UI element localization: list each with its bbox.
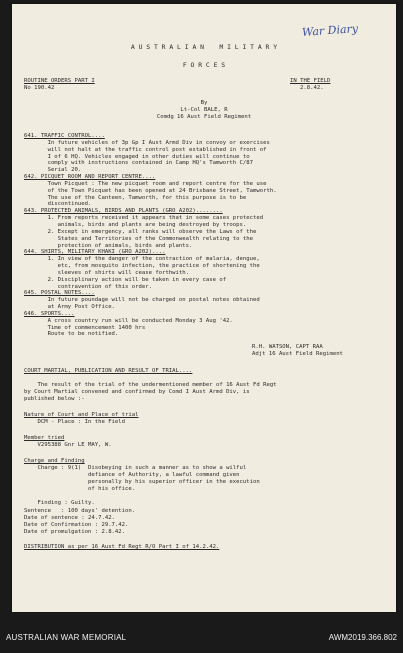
distribution: DISTRIBUTION as per 16 Aust Fd Regt R/O Part I of 14.2.42. (24, 544, 220, 550)
document-page (12, 4, 396, 612)
order-line: 643. PROTECTED ANIMALS, BIRDS AND PLANTS (GRO A202)........ (24, 208, 223, 215)
order-line: comply with instructions contained in Camp HQ's Tamworth C/87 (24, 160, 254, 167)
order-line: 2. Except in emergency, all ranks will observe the Laws of the (24, 228, 257, 235)
order-line: Town Picquet : The new picquet room and report centre for the use (24, 180, 267, 187)
order-line: etc, from mosquito infection, the practice of shortening the (24, 263, 260, 270)
order-line: contravention of this order. (24, 283, 152, 290)
commanding-officer: Lt-Col BALE, R (180, 107, 228, 113)
order-line: 644. SHIRTS, MILITARY KHAKI (GRO A202).... (24, 249, 166, 256)
order-line: 641. TRAFFIC CONTROL.... (24, 133, 105, 139)
nature-label: Nature of Court and Place of trial (24, 412, 139, 418)
signature-title: Adjt 16 Aust Field Regiment (252, 351, 343, 357)
order-line: The use of the Canteen, Tamworth, for this purpose is to be (24, 194, 247, 201)
nature-value: DCM - Place : In the Field (24, 419, 126, 425)
charge-line-4: of his office. (24, 486, 136, 492)
order-line: 1. In view of the danger of the contraction of malaria, dengue, (24, 256, 260, 263)
header-subtitle: F O R C E S (182, 61, 226, 69)
date-of-sentence: Date of sentence : 24.7.42. (24, 515, 115, 521)
order-date: 2.8.42. (300, 85, 324, 91)
signature-name: R.H. WATSON, CAPT RAA (252, 344, 323, 350)
date-of-confirmation: Date of Confirmation : 29.7.42. (24, 522, 129, 528)
order-line: discontinued. (24, 201, 92, 208)
order-line: animals, birds and plants are being destroyed by troops. (24, 221, 247, 228)
court-intro-2: by Court Martial convened and confirmed by Comd I Aust Armd Div, is (24, 389, 250, 395)
order-line: will not halt at the traffic control post established in front of (24, 146, 267, 153)
date-of-promulgation: Date of promulgation : 2.8.42. (24, 529, 126, 535)
by-label: By (200, 100, 208, 106)
order-line: In future poundage will not be charged on postal notes obtained (24, 297, 260, 304)
court-martial-heading: COURT MARTIAL, PUBLICATION AND RESULT OF TRIAL.... (24, 368, 193, 374)
order-line: 646. SPORTS.... (24, 310, 75, 317)
order-number: No 190.42 (24, 85, 55, 91)
court-intro-1: The result of the trial of the undermentioned member of 16 Aust Fd Regt (24, 382, 277, 388)
order-line: A cross country run will be conducted Monday 3 Aug '42. (24, 317, 233, 324)
routine-orders-label: ROUTINE ORDERS PART I (24, 78, 95, 84)
footer-credit: AUSTRALIAN WAR MEMORIAL (6, 633, 127, 642)
charge-line-3: personally by his superior officer in the execution (24, 479, 260, 485)
charge-line-2: defiance of Authority, a lawful command given (24, 472, 240, 478)
member-value: V295388 Gnr LE MAY, W. (24, 442, 112, 448)
order-line: 645. POSTAL NOTES.... (24, 290, 95, 297)
order-line: at Army Post Office. (24, 304, 115, 311)
order-line: Route to be notified. (24, 331, 119, 338)
finding: Finding : Guilty. (24, 500, 95, 506)
order-line: Serial 20. (24, 167, 82, 174)
header-title: A U S T R A L I A N M I L I T A R Y (130, 43, 278, 51)
footer-bar (0, 613, 403, 653)
court-intro-3: published below :- (24, 396, 85, 402)
order-line: 1. From reports received it appears that in some cases protected (24, 215, 264, 222)
sentence: Sentence : 100 days' detention. (24, 508, 136, 514)
order-line: States and Territories of the Commonwealth relating to the (24, 235, 254, 242)
footer-accession-number: AWM2019.366.802 (328, 633, 397, 642)
order-line: 2. Disciplinary action will be taken in every case of (24, 276, 227, 283)
charge-line-1: Charge : 9(1) Disobeying in such a manner as to show a wilful (24, 465, 247, 471)
order-line: sleeves of shirts will cease forthwith. (24, 269, 190, 276)
charge-label: Charge and Finding (24, 458, 85, 464)
orders-list (24, 133, 277, 338)
handwritten-annotation: War Diary (301, 22, 359, 39)
member-label: Member tried (24, 435, 65, 441)
order-line: protection of animals, birds and plants. (24, 242, 193, 249)
order-line: In future vehicles of 3p Gp I Aust Armd Div in convoy or exercises (24, 139, 270, 146)
order-line: Time of commencement 1400 hrs (24, 324, 146, 331)
unit-name: Comdg 16 Aust Field Regiment (156, 114, 252, 120)
order-line: 642. PICQUET ROOM AND REPORT CENTRE.... (24, 174, 156, 181)
order-line: of the Town Picquet has been opened at 24 Brisbane Street, Tamworth. (24, 187, 277, 194)
order-line: I of 6 HQ. Vehicles engaged in other duties will continue to (24, 153, 250, 160)
place-label: IN THE FIELD (290, 78, 331, 84)
